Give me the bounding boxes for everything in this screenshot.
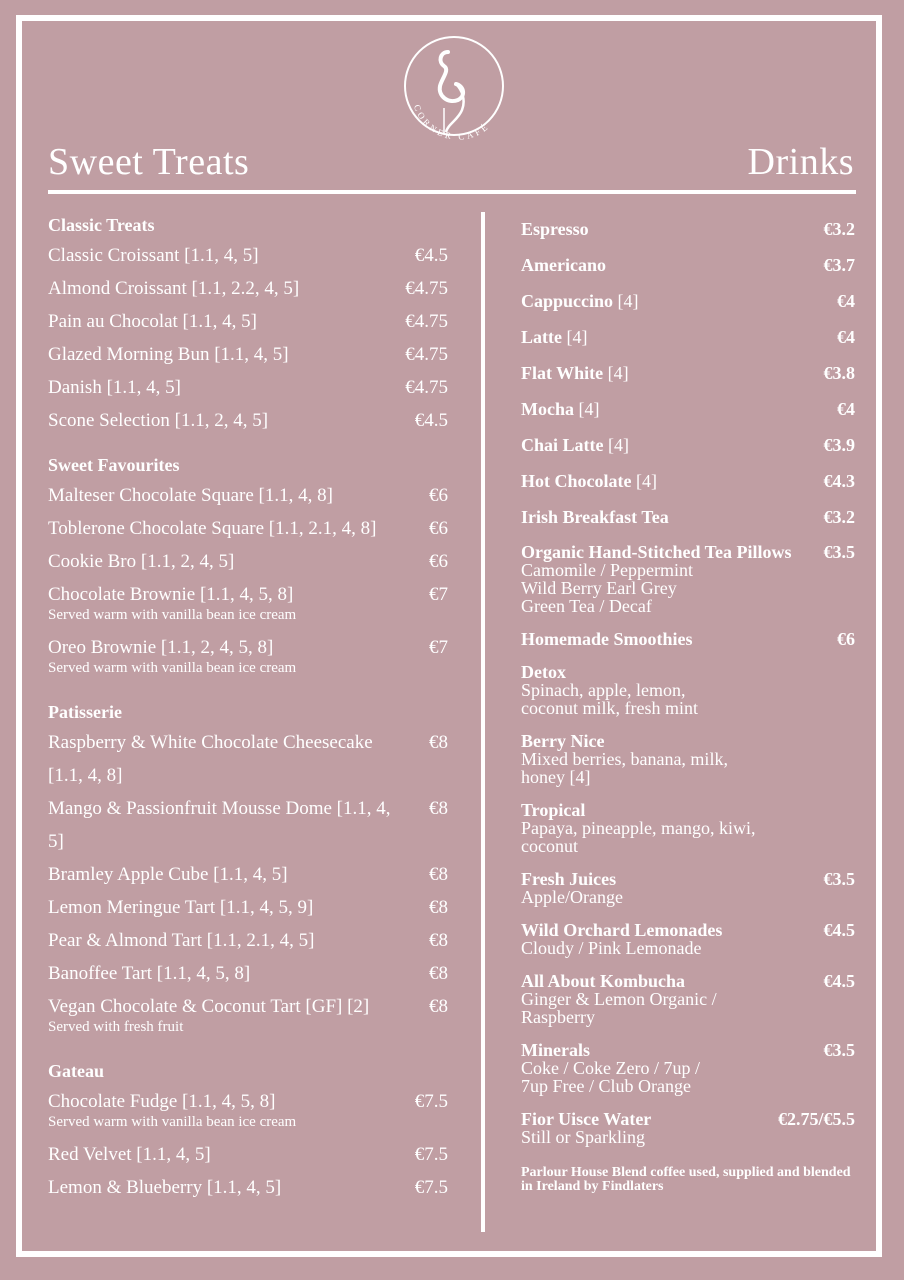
menu-item	[48, 239, 448, 272]
drink-block	[521, 1041, 855, 1095]
menu-item-name: Cookie Bro [1.1, 2, 4, 5]	[48, 551, 235, 572]
drink-block-desc: Apple/Orange	[521, 887, 623, 907]
menu-item-name: Pear & Almond Tart [1.1, 2.1, 4, 5]	[48, 930, 315, 951]
drink-block-price: €3.5	[823, 869, 855, 889]
drink-block	[521, 543, 855, 615]
drink-price: €4	[837, 327, 855, 347]
drink-price: €4.3	[823, 471, 855, 491]
menu-item	[48, 305, 448, 338]
menu-item	[48, 957, 448, 990]
drink-block-desc: Camomile / Peppermint	[521, 560, 693, 580]
drink-name-text: Latte	[521, 327, 562, 347]
menu-item	[48, 726, 448, 792]
drink-block-desc: Mixed berries, banana, milk,	[521, 749, 728, 769]
drink-item	[521, 427, 855, 463]
menu-item-price: €8	[429, 930, 448, 951]
drink-block-price: €4.5	[823, 971, 855, 991]
menu-item-price: €4.75	[405, 377, 448, 398]
menu-item-name: Lemon & Blueberry [1.1, 4, 5]	[48, 1177, 282, 1198]
menu-item-name: Danish [1.1, 4, 5]	[48, 377, 181, 398]
drink-item	[521, 283, 855, 319]
drink-block-desc: honey [4]	[521, 767, 591, 787]
column-divider	[481, 212, 485, 1232]
menu-item	[48, 1171, 448, 1204]
drink-block-name: Fior Uisce Water	[521, 1109, 652, 1129]
menu-item	[48, 545, 448, 578]
drink-block-desc: Coke / Coke Zero / 7up /	[521, 1058, 700, 1078]
menu-item-price: €7	[429, 584, 448, 605]
drinks-heading: Drinks	[747, 141, 854, 183]
drink-price: €4	[837, 399, 855, 419]
section-gap	[48, 684, 448, 698]
menu-item	[48, 272, 448, 305]
menu-item-price: €8	[429, 996, 448, 1017]
section-title: Gateau	[48, 1061, 104, 1081]
sweet-treats-column	[48, 211, 448, 1204]
drink-item	[521, 391, 855, 427]
menu-item-name: Vegan Chocolate & Coconut Tart [GF] [2]	[48, 996, 370, 1017]
drink-name	[521, 319, 855, 355]
sweet-treats-heading: Sweet Treats	[48, 141, 250, 183]
drink-name-text: Hot Chocolate	[521, 471, 632, 491]
drink-block-desc: coconut milk, fresh mint	[521, 698, 698, 718]
drink-block-price: €3.5	[823, 542, 855, 562]
drink-block-price: €2.75/€5.5	[777, 1109, 855, 1129]
drink-name	[521, 283, 855, 319]
drink-block	[521, 870, 855, 906]
menu-item-name: Pain au Chocolat [1.1, 4, 5]	[48, 311, 257, 332]
drink-block-name: Detox	[521, 662, 566, 682]
menu-item-price: €4.75	[405, 311, 448, 332]
drink-item	[521, 355, 855, 391]
drink-item	[521, 247, 855, 283]
drink-block-desc: Green Tea / Decaf	[521, 596, 652, 616]
drink-block	[521, 801, 855, 855]
drink-block-desc: Ginger & Lemon Organic /	[521, 989, 717, 1009]
drink-name-text: Chai Latte	[521, 435, 604, 455]
drink-name-text: Espresso	[521, 219, 589, 239]
menu-item-price: €8	[429, 963, 448, 984]
drink-allergen: [4]	[613, 291, 639, 311]
drink-name-text: Cappuccino	[521, 291, 614, 311]
drink-block-name: Minerals	[521, 1040, 590, 1060]
menu-item-name: Glazed Morning Bun [1.1, 4, 5]	[48, 344, 289, 365]
menu-item-name: Banoffee Tart [1.1, 4, 5, 8]	[48, 963, 251, 984]
section-title: Sweet Favourites	[48, 455, 180, 475]
menu-item-price: €6	[429, 518, 448, 539]
drink-name-text: Flat White	[521, 363, 604, 383]
menu-item-note: Served warm with vanilla bean ice cream	[48, 660, 297, 676]
drink-block-desc: coconut	[521, 836, 578, 856]
drink-name	[521, 463, 855, 499]
drink-block-desc: Still or Sparkling	[521, 1127, 646, 1147]
drink-block-name: All About Kombucha	[521, 971, 686, 991]
menu-item	[48, 338, 448, 371]
menu-item-price: €7.5	[414, 1144, 448, 1165]
menu-item-price: €7.5	[414, 1091, 448, 1112]
drink-name	[521, 499, 855, 535]
menu-item-price: €6	[429, 551, 448, 572]
drink-block	[521, 1110, 855, 1146]
drink-price: €3.2	[823, 219, 855, 239]
drink-name	[521, 427, 855, 463]
menu-item-note: Served warm with vanilla bean ice cream	[48, 607, 297, 623]
menu-item-price: €8	[429, 897, 448, 918]
drink-block	[521, 663, 855, 717]
drink-block-name: Homemade Smoothies	[521, 629, 693, 649]
drink-price: €3.8	[823, 363, 855, 383]
logo-text: CORNER CAFÉ	[411, 103, 492, 142]
drink-name-text: Americano	[521, 255, 606, 275]
drink-block-name: Organic Hand-Stitched Tea Pillows	[521, 542, 792, 562]
menu-item-note: Served warm with vanilla bean ice cream	[48, 1114, 297, 1130]
drink-name	[521, 355, 855, 391]
menu-item-name: Chocolate Fudge [1.1, 4, 5, 8]	[48, 1091, 276, 1112]
section-gap	[48, 1043, 448, 1057]
menu-item-price: €7	[429, 637, 448, 658]
menu-item	[48, 578, 448, 611]
drinks-column	[521, 211, 855, 1194]
drink-block-price: €3.5	[823, 1040, 855, 1060]
drink-block-desc: Papaya, pineapple, mango, kiwi,	[521, 818, 756, 838]
section-gap	[48, 437, 448, 451]
menu-item-name: Scone Selection [1.1, 2, 4, 5]	[48, 410, 269, 431]
menu-item-price: €8	[429, 864, 448, 885]
drink-item	[521, 211, 855, 247]
header-divider	[48, 190, 856, 194]
menu-item-price: €4.5	[414, 410, 448, 431]
drink-block-name: Fresh Juices	[521, 869, 617, 889]
menu-item	[48, 792, 448, 858]
menu-item-name: Bramley Apple Cube [1.1, 4, 5]	[48, 864, 288, 885]
section-title: Classic Treats	[48, 215, 155, 235]
menu-item	[48, 858, 448, 891]
drink-allergen: [4]	[631, 471, 657, 491]
menu-item-name: Oreo Brownie [1.1, 2, 4, 5, 8]	[48, 637, 274, 658]
menu-item	[48, 1138, 448, 1171]
menu-item-name: Raspberry & White Chocolate Cheesecake [1.1, 4, 8]	[48, 732, 373, 786]
menu-item-price: €7.5	[414, 1177, 448, 1198]
drink-block-name: Tropical	[521, 800, 586, 820]
drink-block-desc: Cloudy / Pink Lemonade	[521, 938, 702, 958]
drink-name-text: Irish Breakfast Tea	[521, 507, 669, 527]
drink-item	[521, 499, 855, 535]
menu-item-name: Malteser Chocolate Square [1.1, 4, 8]	[48, 485, 333, 506]
menu-item-name: Red Velvet [1.1, 4, 5]	[48, 1144, 211, 1165]
menu-item-name: Almond Croissant [1.1, 2.2, 4, 5]	[48, 278, 300, 299]
drink-block-desc: Spinach, apple, lemon,	[521, 680, 686, 700]
drink-block	[521, 630, 855, 648]
drink-allergen: [4]	[603, 363, 629, 383]
drink-block	[521, 732, 855, 786]
menu-item-price: €8	[429, 732, 448, 753]
menu-item-note: Served with fresh fruit	[48, 1019, 184, 1035]
drink-price: €3.2	[823, 507, 855, 527]
section-title: Patisserie	[48, 702, 122, 722]
menu-item-price: €6	[429, 485, 448, 506]
drink-name	[521, 391, 855, 427]
menu-item-name: Lemon Meringue Tart [1.1, 4, 5, 9]	[48, 897, 314, 918]
drink-block-desc: 7up Free / Club Orange	[521, 1076, 691, 1096]
drink-block-price: €4.5	[823, 920, 855, 940]
menu-item-name: Chocolate Brownie [1.1, 4, 5, 8]	[48, 584, 294, 605]
drink-block-price: €6	[837, 629, 855, 649]
drink-name	[521, 211, 855, 247]
drink-price: €4	[837, 291, 855, 311]
drink-block	[521, 972, 855, 1026]
menu-item	[48, 891, 448, 924]
drink-block	[521, 921, 855, 957]
menu-item	[48, 512, 448, 545]
menu-item-price: €8	[429, 798, 448, 819]
menu-item-name: Mango & Passionfruit Mousse Dome [1.1, 4, 5]	[48, 798, 391, 852]
menu-item	[48, 990, 448, 1023]
menu-item-name: Toblerone Chocolate Square [1.1, 2.1, 4, 8]	[48, 518, 377, 539]
drink-price: €3.7	[823, 255, 855, 275]
drink-allergen: [4]	[603, 435, 629, 455]
menu-item	[48, 404, 448, 437]
menu-item	[48, 479, 448, 512]
menu-item-price: €4.75	[405, 278, 448, 299]
drink-price: €3.9	[823, 435, 855, 455]
menu-item-price: €4.75	[405, 344, 448, 365]
menu-item	[48, 371, 448, 404]
drink-allergen: [4]	[561, 327, 588, 347]
drink-allergen: [4]	[574, 399, 600, 419]
menu-item-name: Classic Croissant [1.1, 4, 5]	[48, 245, 259, 266]
drink-block-desc: Wild Berry Earl Grey	[521, 578, 677, 598]
menu-item	[48, 1085, 448, 1118]
drink-name	[521, 247, 855, 283]
coffee-footnote: Parlour House Blend coffee used, supplied and blended in Ireland by Findlaters	[521, 1165, 851, 1194]
drink-block-desc: Raspberry	[521, 1007, 595, 1027]
menu-item	[48, 924, 448, 957]
drink-name-text: Mocha	[521, 399, 574, 419]
drink-item	[521, 463, 855, 499]
drink-block-name: Wild Orchard Lemonades	[521, 920, 723, 940]
menu-item	[48, 631, 448, 664]
corner-cafe-logo	[400, 34, 508, 160]
drink-block-name: Berry Nice	[521, 731, 605, 751]
menu-item-price: €4.5	[414, 245, 448, 266]
drink-item	[521, 319, 855, 355]
